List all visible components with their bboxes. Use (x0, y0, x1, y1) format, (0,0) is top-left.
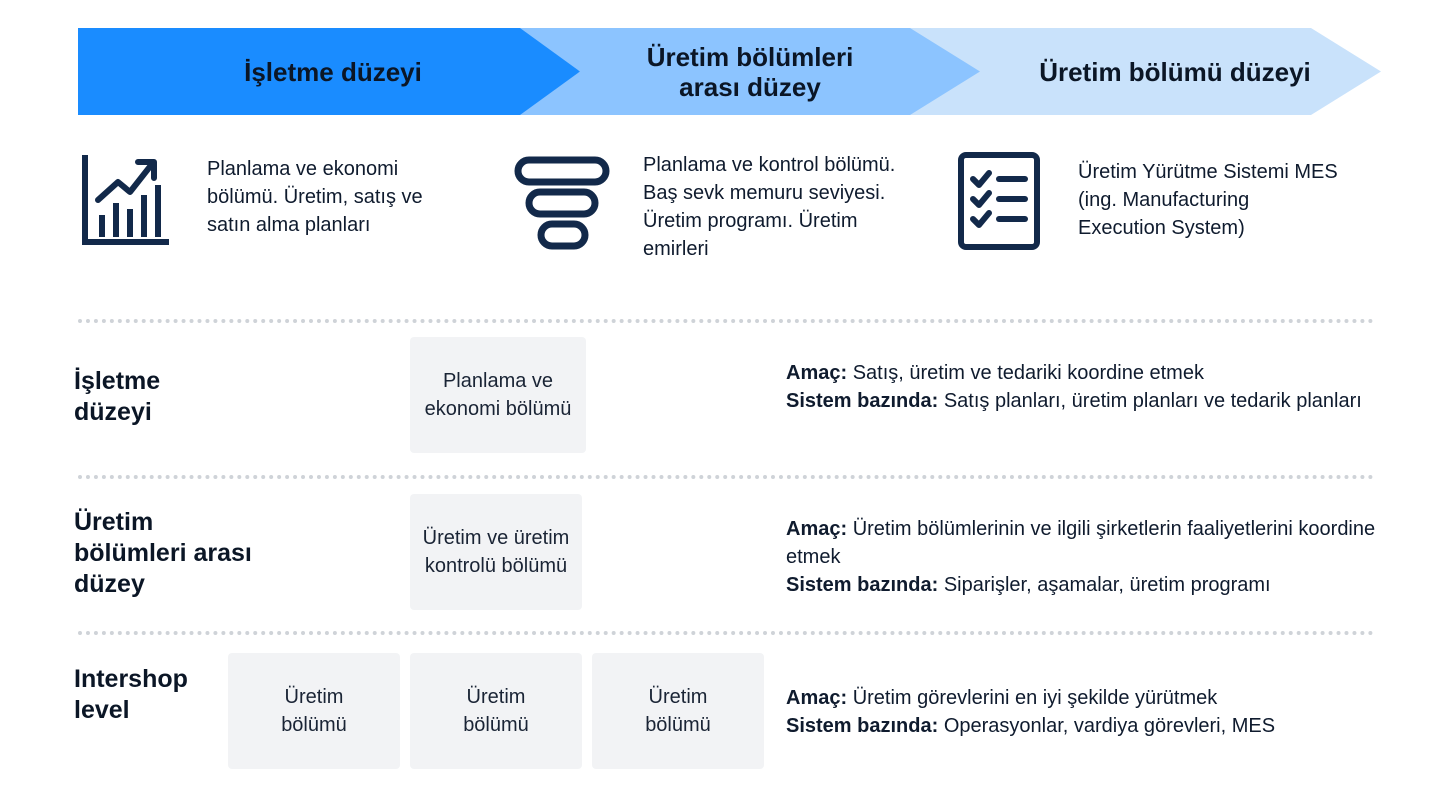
unit-box: Üretim bölümü (410, 653, 582, 769)
goal-label: Amaç: (786, 518, 848, 540)
system-label: Sistem bazında: (786, 390, 939, 412)
system-label: Sistem bazında: (786, 574, 939, 596)
column-description: Planlama ve kontrol bölümü. Baş sevk memuru seviyesi. Üretim programı. Üretim emirleri (643, 154, 896, 260)
column-description: Üretim Yürütme Sistemi MES (ing. Manufacturing Execution System) (1078, 161, 1338, 239)
bar-chart-growth-icon (80, 154, 170, 253)
row-description (786, 359, 1376, 415)
divider (78, 631, 1374, 635)
column-description: Planlama ve ekonomi bölümü. Üretim, satış ve satın alma planları (207, 158, 423, 236)
unit-box: Üretim bölümü (592, 653, 764, 769)
goal-text: Üretim bölümlerinin ve ilgili şirketlerin faaliyetlerini koordine etmek (786, 518, 1376, 568)
row-label: Intershop level (74, 665, 188, 724)
system-text: Operasyonlar, vardiya görevleri, MES (943, 715, 1276, 737)
row-label: Üretim bölümleri arası düzey (74, 508, 252, 598)
unit-box: Planlama ve ekonomi bölümü (410, 337, 586, 453)
row-description (786, 684, 1376, 740)
divider (78, 475, 1374, 479)
row-description (786, 515, 1376, 599)
checklist-icon (957, 151, 1041, 256)
goal-text: Üretim görevlerini en iyi şekilde yürütmek (852, 687, 1218, 709)
goal-text: Satış, üretim ve tedariki koordine etmek (852, 362, 1204, 384)
system-text: Satış planları, üretim planları ve tedarik planları (943, 390, 1362, 412)
divider (78, 319, 1374, 323)
unit-box: Üretim ve üretim kontrolü bölümü (410, 494, 582, 610)
unit-box: Üretim bölümü (228, 653, 400, 769)
chevron-level-2 (510, 28, 980, 115)
chevron-level-1 (78, 28, 580, 115)
chevron-label: İşletme düzeyi (244, 56, 422, 87)
funnel-icon (514, 156, 612, 255)
system-label: Sistem bazında: (786, 715, 939, 737)
chevron-label: Üretim bölümleri arası düzey (646, 41, 854, 102)
system-text: Siparişler, aşamalar, üretim programı (943, 574, 1271, 596)
goal-label: Amaç: (786, 687, 848, 709)
goal-label: Amaç: (786, 362, 848, 384)
row-label: İşletme düzeyi (74, 367, 161, 426)
chevron-label: Üretim bölümü düzeyi (1039, 56, 1311, 87)
